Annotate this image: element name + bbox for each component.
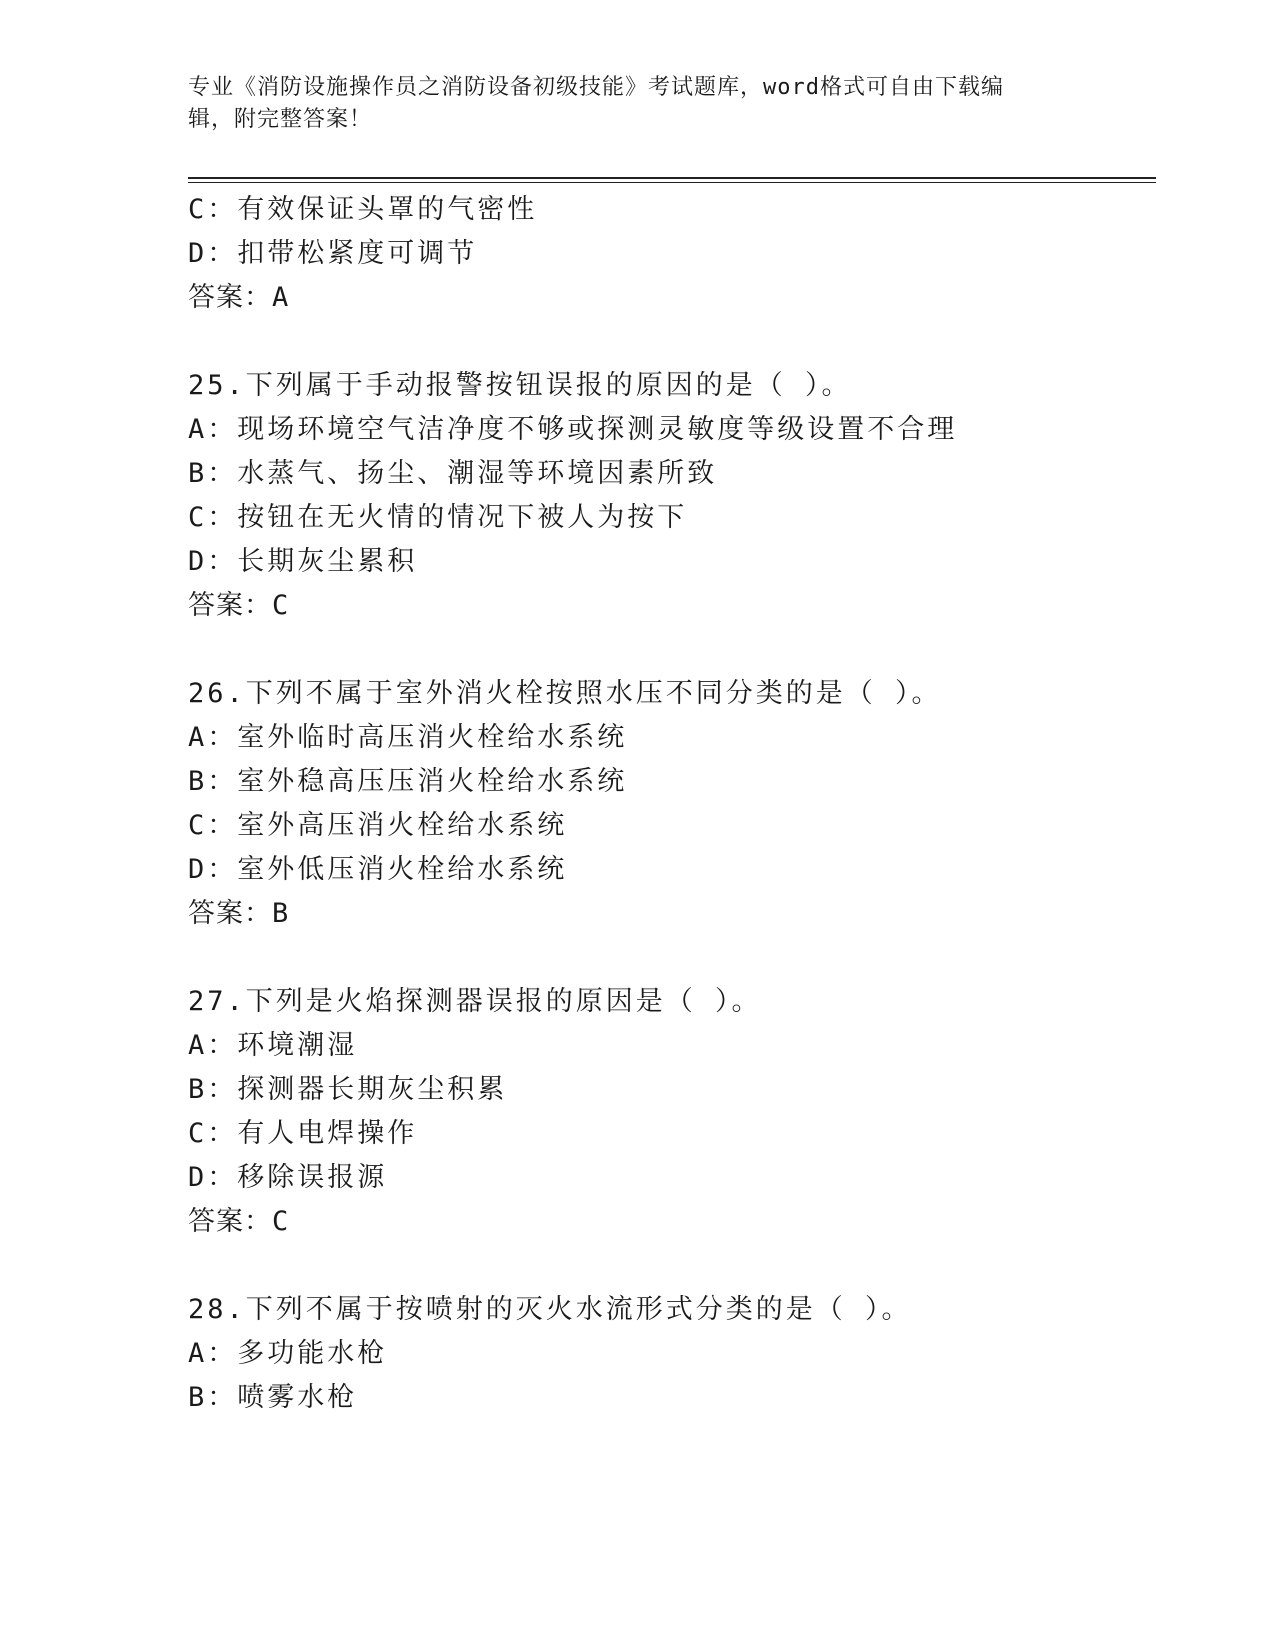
option-b: B：室外稳高压压消火栓给水系统 [188, 766, 628, 797]
answer-value: A [272, 282, 290, 313]
question-stem: 27.下列是火焰探测器误报的原因是（ ）。 [188, 986, 762, 1017]
question-stem: 28.下列不属于按喷射的灭火水流形式分类的是（ ）。 [188, 1294, 912, 1325]
option-a: A：室外临时高压消火栓给水系统 [188, 722, 628, 753]
header-line-2: 辑，附完整答案！ [188, 107, 373, 132]
answer-line [188, 588, 289, 624]
option-c: C：有人电焊操作 [188, 1118, 418, 1149]
header-line-1: 专业《消防设施操作员之消防设备初级技能》考试题库，word格式可自由下载编 [188, 75, 1004, 100]
answer-line [188, 1204, 289, 1240]
option-b: B：水蒸气、扬尘、潮湿等环境因素所致 [188, 458, 718, 489]
answer-label: 答案： [188, 898, 272, 929]
header-divider-thin [188, 182, 1156, 183]
answer-value: C [272, 590, 290, 621]
answer-value: B [272, 898, 290, 929]
answer-line [188, 280, 289, 316]
option-c: C：有效保证头罩的气密性 [188, 194, 538, 225]
option-c: C：室外高压消火栓给水系统 [188, 810, 568, 841]
option-d: D：移除误报源 [188, 1162, 388, 1193]
option-a: A：现场环境空气洁净度不够或探测灵敏度等级设置不合理 [188, 414, 958, 445]
option-a: A：多功能水枪 [188, 1338, 388, 1369]
document-header [188, 72, 1088, 136]
option-d: D：长期灰尘累积 [188, 546, 418, 577]
option-d: D：室外低压消火栓给水系统 [188, 854, 568, 885]
answer-line [188, 896, 289, 932]
answer-label: 答案： [188, 282, 272, 313]
option-d: D：扣带松紧度可调节 [188, 238, 478, 269]
question-stem: 26.下列不属于室外消火栓按照水压不同分类的是（ ）。 [188, 678, 942, 709]
header-divider-thick [188, 177, 1156, 179]
option-b: B：喷雾水枪 [188, 1382, 358, 1413]
option-a: A：环境潮湿 [188, 1030, 358, 1061]
question-stem: 25.下列属于手动报警按钮误报的原因的是（ ）。 [188, 370, 852, 401]
option-c: C：按钮在无火情的情况下被人为按下 [188, 502, 688, 533]
option-b: B：探测器长期灰尘积累 [188, 1074, 508, 1105]
answer-label: 答案： [188, 590, 272, 621]
answer-value: C [272, 1206, 290, 1237]
answer-label: 答案： [188, 1206, 272, 1237]
